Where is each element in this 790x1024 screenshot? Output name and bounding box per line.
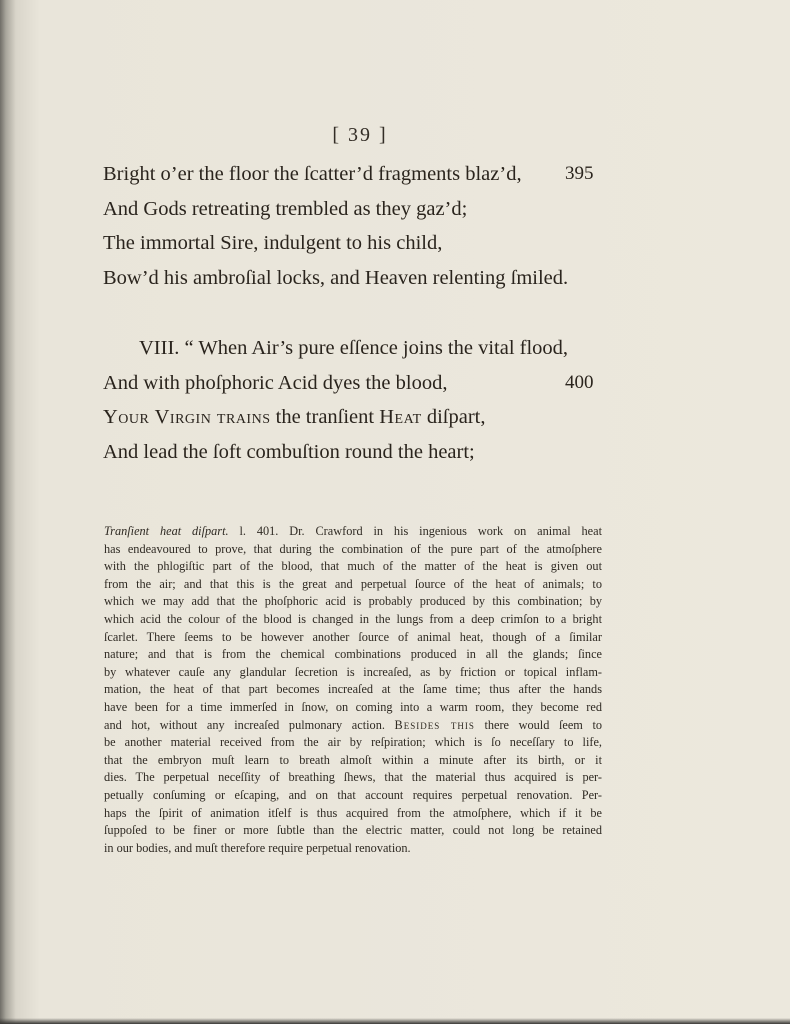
footnote (104, 523, 602, 857)
verse-text: the tranſient (270, 406, 380, 429)
footnote-line: has endeavoured to prove, that during the combination of the pure part of the atmoſphere (104, 541, 602, 556)
verse-line (103, 192, 623, 227)
footnote-line: and hot, without any increaſed pulmonary action. Besides this there would ſeem to (104, 717, 603, 732)
footnote-line: dies. The perpetual neceſſity of breathing ſhews, that the material thus acquired is per- (104, 770, 602, 785)
verse-text: Bright o’er the floor the ſcatter’d fragments blaz’d, (103, 163, 522, 185)
footnote-line: ſcarlet. There ſeems to be however another ſource of animal heat, though of a ſimilar (104, 629, 602, 644)
footnote-line: that the embryon muſt learn to breath almoſt within a minute after its birth, or it (104, 752, 602, 767)
line-number: 400 (565, 371, 594, 393)
footnote-line: which acid the colour of the blood is changed in the lungs from a deep crimſon to a bright (104, 611, 602, 626)
line-number: 395 (565, 163, 594, 184)
footnote-line: have been for a time immerſed in ſnow, on coming into a warm room, they become red (104, 699, 602, 714)
verse-block-2 (103, 331, 623, 470)
footnote-line: from the air; and that this is the great and perpetual ſource of the heat of animals; to (104, 576, 602, 591)
verse-line (103, 366, 623, 401)
footnote-line: Tranſient heat diſpart. l. 401. Dr. Crawford in his ingenious work on animal heat (104, 524, 602, 538)
verse-text: diſpart, (421, 406, 486, 429)
footnote-line: mation, the heat of that part becomes increaſed at the ſame time; thus after the hands (104, 682, 602, 697)
verse-text: And with phoſphoric Acid dyes the blood, (103, 371, 448, 394)
footnote-line: which we may add that the phoſphoric acid is probably produced by this combination; by (104, 594, 602, 609)
footnote-line: haps the ſpirit of animation itſelf is thus acquired from the atmoſphere, which if it be (104, 805, 602, 820)
verse-text: VIII. “ When Air’s pure eſſence joins the vital flood, (139, 337, 569, 359)
footnote-line: ſuppoſed to be finer or more ſubtle than the electric matter, could not long be retained (104, 823, 602, 838)
verse-line (103, 435, 623, 470)
footnote-line: nature; and that is from the chemical combinations produced in all the glands; ſince (104, 647, 602, 662)
footnote-line: in our bodies, and muſt therefore require perpetual renovation. (104, 840, 411, 855)
verse-line (103, 157, 623, 192)
verse-block-1 (103, 157, 623, 296)
smallcaps-text: Besides this (394, 717, 475, 732)
smallcaps-text: Heat (379, 406, 422, 429)
footnote-line: petually conſuming or eſcaping, and on that account requires perpetual renovation. Per- (104, 787, 602, 802)
verse-line (103, 400, 623, 435)
verse-text: The immortal Sire, indulgent to his child, (103, 232, 443, 255)
smallcaps-text: Your Virgin trains (103, 406, 271, 429)
page-bottom-edge (0, 1018, 790, 1024)
footnote-lead: Tranſient heat diſpart. (104, 524, 229, 538)
footnote-line: by whatever cauſe any glandular ſecretion is increaſed, as by friction or topical inflam- (104, 664, 602, 679)
verse-text: Bow’d his ambroſial locks, and Heaven relenting ſmiled. (103, 267, 569, 290)
verse-text: And Gods retreating trembled as they gaz’d; (103, 197, 468, 220)
footnote-line: with the phlogiſtic part of the blood, that much of the matter of the heat is given out (104, 559, 602, 574)
verse-line (103, 261, 623, 296)
verse-text: And lead the ſoft combuſtion round the heart; (103, 441, 475, 464)
verse-line (103, 331, 623, 366)
footnote-line: be another material received from the air by reſpiration; which is ſo neceſſary to life, (104, 735, 602, 750)
page-number: [ 39 ] (332, 124, 388, 146)
verse-line (103, 226, 623, 261)
